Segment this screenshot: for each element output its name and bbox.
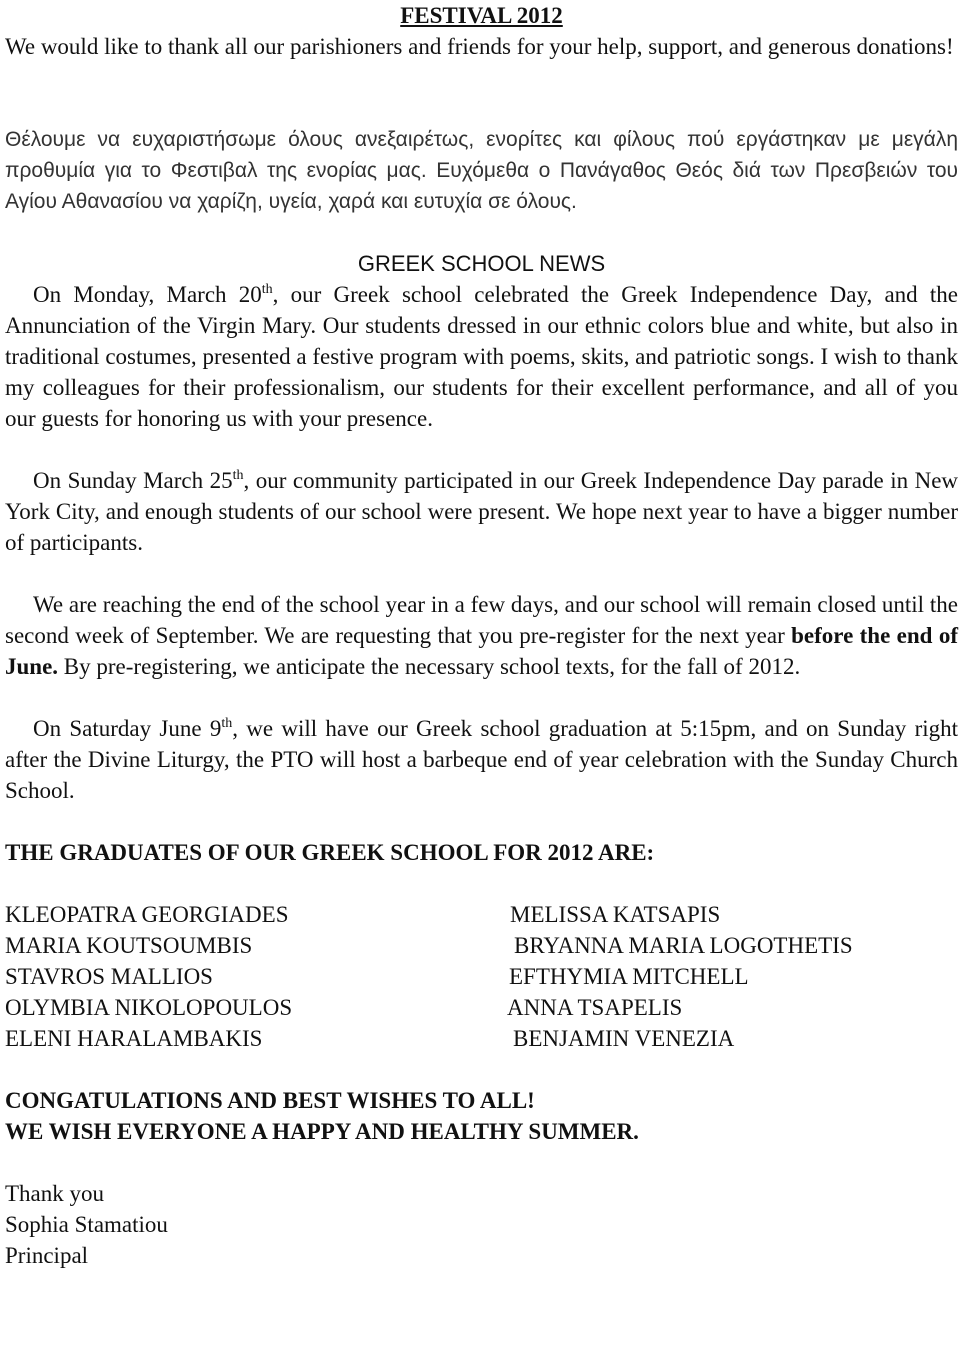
signature-role: Principal: [5, 1243, 89, 1268]
signature-thanks: Thank you: [5, 1181, 105, 1206]
graduate-name: ANNA TSAPELIS: [507, 995, 683, 1020]
newsletter-page: [5, 0, 958, 1271]
closing-congratulations: CONGATULATIONS AND BEST WISHES TO ALL!: [5, 1088, 535, 1113]
festival-thanks-greek: Θέλουμε να ευχαριστήσωμε όλους ανεξαιρέτως, ενορίτες και φίλους πού εργάστηκαν με μεγάλη προθυμία για το Φεστιβαλ της ενορίας μας. Ευχόμεθα ο Πανάγαθος Θεός διά των Πρεσβειών του Αγίου Αθανασίου να χαρίζη, υγεία, χαρά και ευτυχία σε όλους.: [5, 128, 958, 213]
graduate-name: STAVROS MALLIOS: [5, 964, 213, 989]
closing-summer-wishes: WE WISH EVERYONE A HAPPY AND HEALTHY SUMMER.: [5, 1119, 639, 1144]
school-news-paragraph-3: We are reaching the end of the school year in a few days, and our school will remain closed until the second week of September. We are requesting that you pre-register for the next year before the end of June. By pre-registering, we anticipate the necessary school texts, for the fall of 2012.: [5, 592, 958, 679]
graduate-name: MELISSA KATSAPIS: [510, 902, 721, 927]
graduate-name: ELENI HARALAMBAKIS: [5, 1026, 263, 1051]
graduate-name: EFTHYMIA MITCHELL: [509, 964, 749, 989]
school-news-paragraph-4: On Saturday June 9th, we will have our Greek school graduation at 5:15pm, and on Sunday right after the Divine Liturgy, the PTO will host a barbeque end of year celebration with the Sunday Church School.: [5, 716, 959, 803]
graduate-name: BRYANNA MARIA LOGOTHETIS: [514, 933, 853, 958]
graduates-heading: THE GRADUATES OF OUR GREEK SCHOOL FOR 2012 ARE:: [5, 840, 655, 865]
festival-title: FESTIVAL 2012: [400, 3, 563, 28]
signature-block: [5, 1178, 958, 1271]
signature-name: Sophia Stamatiou: [5, 1212, 168, 1237]
graduate-name: OLYMBIA NIKOLOPOULOS: [5, 995, 293, 1020]
school-news-paragraph-2: On Sunday March 25th, our community participated in our Greek Independence Day parade in New York City, and enough students of our school were present. We hope next year to have a bigger number of participants.: [5, 468, 959, 555]
school-news-paragraph-1: On Monday, March 20th, our Greek school celebrated the Greek Independence Day, and the Annunciation of the Virgin Mary. Our students dressed in our ethnic colors blue and white, but also in traditional costumes, presented a festive program with poems, skits, and patriotic songs. I wish to thank my colleagues for their professionalism, our students for their excellent performance, and all of you our guests for honoring us with your presence.: [5, 282, 958, 431]
greek-school-news-title: GREEK SCHOOL NEWS: [357, 251, 606, 276]
graduates-list: [5, 899, 958, 1054]
festival-thanks-english: We would like to thank all our parishioners and friends for your help, support, and generous donations!: [5, 34, 954, 59]
graduate-name: BENJAMIN VENEZIA: [513, 1026, 735, 1051]
graduate-name: MARIA KOUTSOUMBIS: [5, 933, 253, 958]
graduate-name: KLEOPATRA GEORGIADES: [5, 902, 289, 927]
